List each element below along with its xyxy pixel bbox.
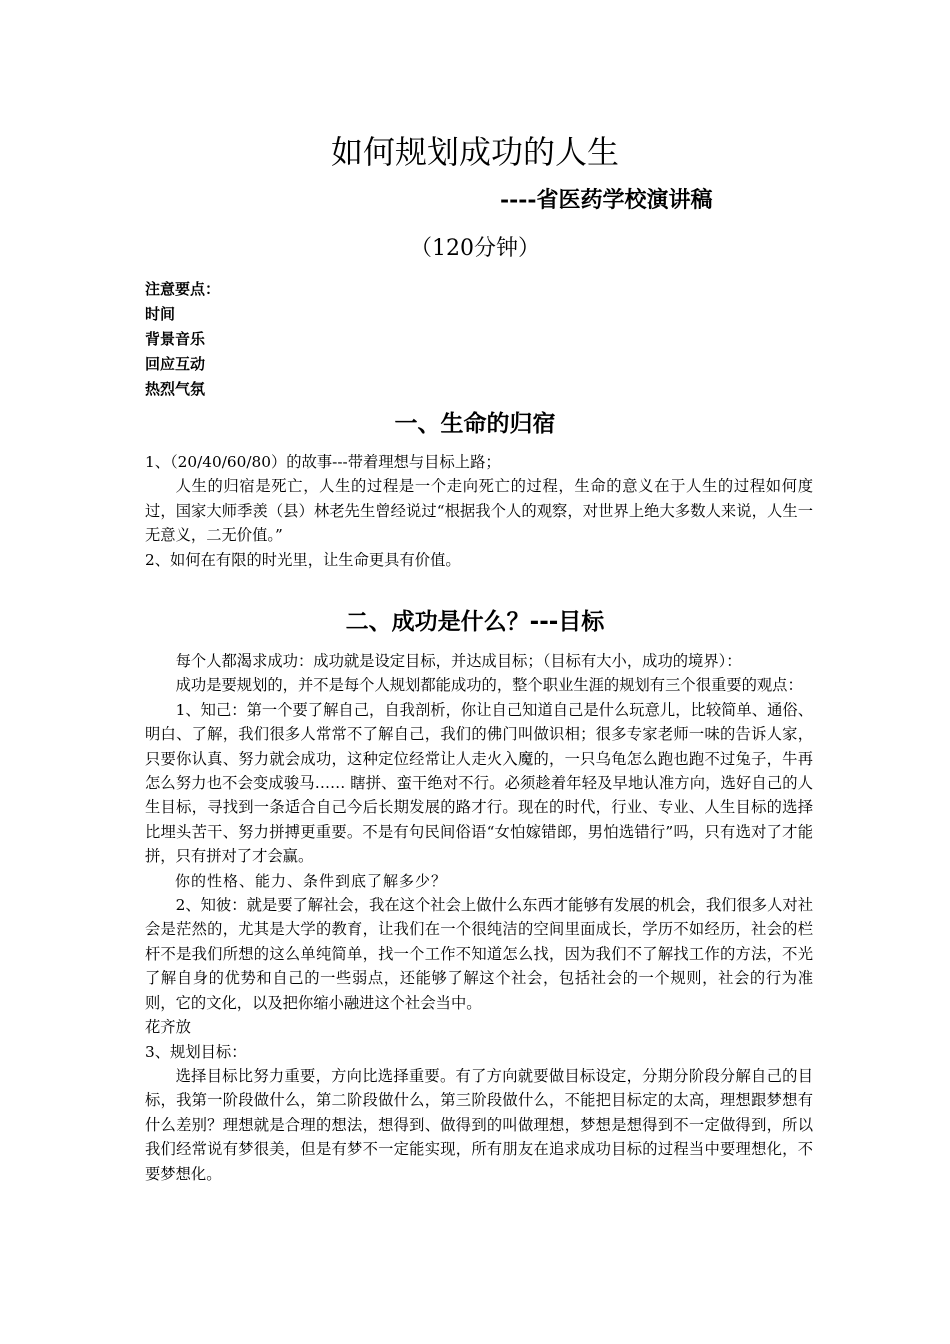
paragraph: 人生的归宿是死亡，人生的过程是一个走向死亡的过程，生命的意义在于人生的过程如何度过，国家大师季羡（县）林老先生曾经说过“根据我个人的观察，对世界上绝大多数人来说，人生一无意义，二无价值。”	[145, 477, 813, 545]
paragraph-question: 你的性格、能力、条件到底了解多少？	[175, 871, 448, 890]
paragraph: 3、规划目标：	[145, 1042, 247, 1061]
document-subtitle: ----省医药学校演讲稿	[500, 187, 713, 213]
notes-item: 回应互动	[145, 355, 206, 373]
notes-item: 热烈气氛	[145, 380, 206, 398]
section-1-body	[145, 450, 813, 572]
section-2-body	[145, 649, 813, 1186]
paragraph: 1、知己：第一个要了解自己，自我剖析，你让自己知道自己是什么玩意儿，比较简单、通俗、明白、了解，我们很多人常常不了解自己，我们的佛门叫做识相；很多专家老师一味的告诉人家，只要你认真、努力就会成功，这种定位经常让人走火入魔的，一只乌龟怎么跑也跑不过兔子，牛再怎么努力也不会变成骏马…… 瞎拼、蛮干绝对不行。必须趁着年轻及早地认准方向，选好自己的人生目标，寻找到一条适合自己今后长期发展的路才行。现在的时代，行业、专业、人生目标的选择比埋头苦干、努力拼搏更重要。不是有句民间俗语“女怕嫁错郎，男怕选错行”吗，只有选对了才能拼，只有拼对了才会赢。	[145, 700, 813, 866]
section-heading-1: 一、生命的归宿	[394, 411, 556, 437]
notes-heading: 注意要点：	[145, 280, 221, 298]
notes-list	[145, 277, 220, 402]
section-heading-2: 二、成功是什么？---目标	[345, 609, 605, 635]
notes-item: 时间	[145, 305, 176, 323]
document-title: 如何规划成功的人生	[330, 133, 619, 171]
paragraph: 每个人都渴求成功：成功就是设定目标，并达成目标；（目标有大小，成功的境界）：	[175, 652, 742, 670]
paragraph: 选择目标比努力重要，方向比选择重要。有了方向就要做目标设定，分期分阶段分解自己的目标，我第一阶段做什么，第二阶段做什么，第三阶段做什么，不能把目标定的太高，理想跟梦想有什么差别？理想就是合理的想法，想得到、做得到的叫做理想，梦想是想得到不一定做得到，所以我们经常说有梦很美，但是有梦不一定能实现，所有朋友在追求成功目标的过程当中要理想化，不要梦想化。	[145, 1066, 813, 1183]
paragraph: 成功是要规划的，并不是每个人规划都能成功的，整个职业生涯的规划有三个很重要的观点：	[175, 676, 803, 695]
paragraph: 2、如何在有限的时光里，让生命更具有价值。	[145, 550, 461, 569]
paragraph: 2、知彼：就是要了解社会，我在这个社会上做什么东西才能够有发展的机会，我们很多人对社会是茫然的，尤其是大学的教育，让我们在一个很纯洁的空间里面成长，学历不如经历，社会的栏杆不是我们所想的这么单纯简单，找一个工作不知道怎么找，因为我们不了解找工作的方法，不光了解自身的优势和自己的一些弱点，还能够了解这个社会，包括社会的一个规则，社会的行为准则，它的文化，以及把你缩小融进这个社会当中。	[145, 896, 813, 1012]
paragraph: 花齐放	[145, 1018, 191, 1037]
paragraph: 1、（20/40/60/80）的故事---带着理想与目标上路；	[145, 453, 501, 471]
duration-note: （120分钟）	[410, 236, 540, 261]
notes-item: 背景音乐	[145, 330, 206, 348]
